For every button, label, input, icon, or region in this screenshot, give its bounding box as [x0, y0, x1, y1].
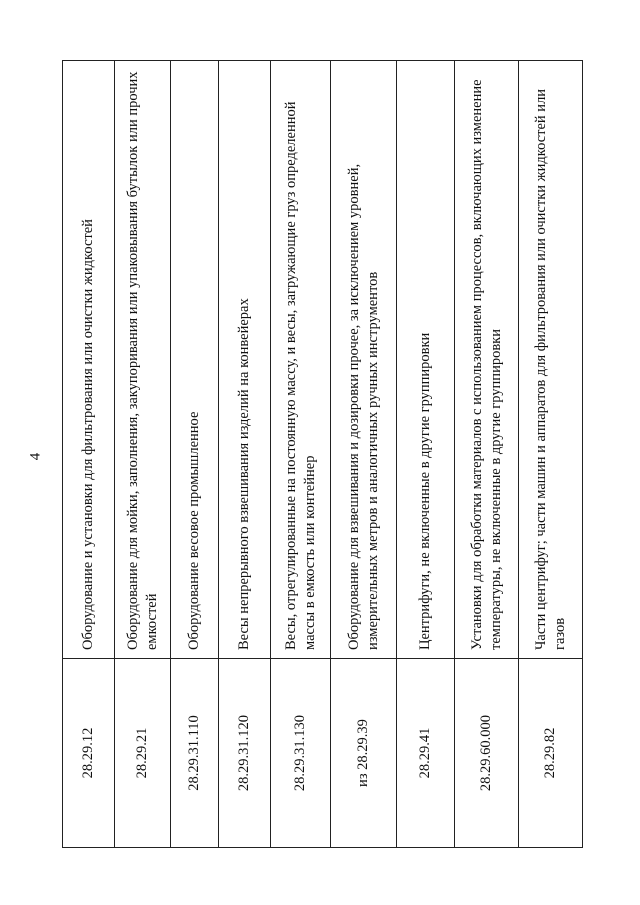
page-number: 4	[27, 452, 44, 461]
table-row	[519, 61, 583, 848]
description-cell: Оборудование для взвешивания и дозировки прочее, за исключением уровней, измерительных метров и аналогичных ручных инструментов	[331, 61, 397, 659]
description-cell: Части центрифуг; части машин и аппаратов для фильтрования или очистки жидкостей или газов	[519, 61, 583, 659]
table-row	[171, 61, 219, 848]
table-row	[63, 61, 115, 848]
table-row	[331, 61, 397, 848]
table-row	[397, 61, 455, 848]
code-cell: 28.29.31.120	[219, 659, 271, 848]
code-cell: 28.29.60.000	[455, 659, 519, 848]
code-cell: 28.29.41	[397, 659, 455, 848]
code-cell: 28.29.82	[519, 659, 583, 848]
code-cell: 28.29.31.110	[171, 659, 219, 848]
code-cell: 28.29.31.130	[271, 659, 331, 848]
code-cell: 28.29.21	[115, 659, 171, 848]
description-cell: Оборудование для мойки, заполнения, закупоривания или упаковывания бутылок или прочих емкостей	[115, 61, 171, 659]
description-cell: Оборудование весовое промышленное	[171, 61, 219, 659]
table-row	[115, 61, 171, 848]
classifier-table	[62, 60, 583, 848]
description-cell: Оборудование и установки для фильтрования или очистки жидкостей	[63, 61, 115, 659]
description-cell: Весы непрерывного взвешивания изделий на конвейерах	[219, 61, 271, 659]
code-cell: из 28.29.39	[331, 659, 397, 848]
description-cell: Установки для обработки материалов с использованием процессов, включающих изменение температуры, не включенные в другие группировки	[455, 61, 519, 659]
table-row	[271, 61, 331, 848]
table-row	[455, 61, 519, 848]
rotated-table-container	[62, 60, 582, 848]
table-row	[219, 61, 271, 848]
code-cell: 28.29.12	[63, 659, 115, 848]
description-cell: Весы, отрегулированные на постоянную массу, и весы, загружающие груз определенной массы в емкость или контейнер	[271, 61, 331, 659]
description-cell: Центрифуги, не включенные в другие группировки	[397, 61, 455, 659]
